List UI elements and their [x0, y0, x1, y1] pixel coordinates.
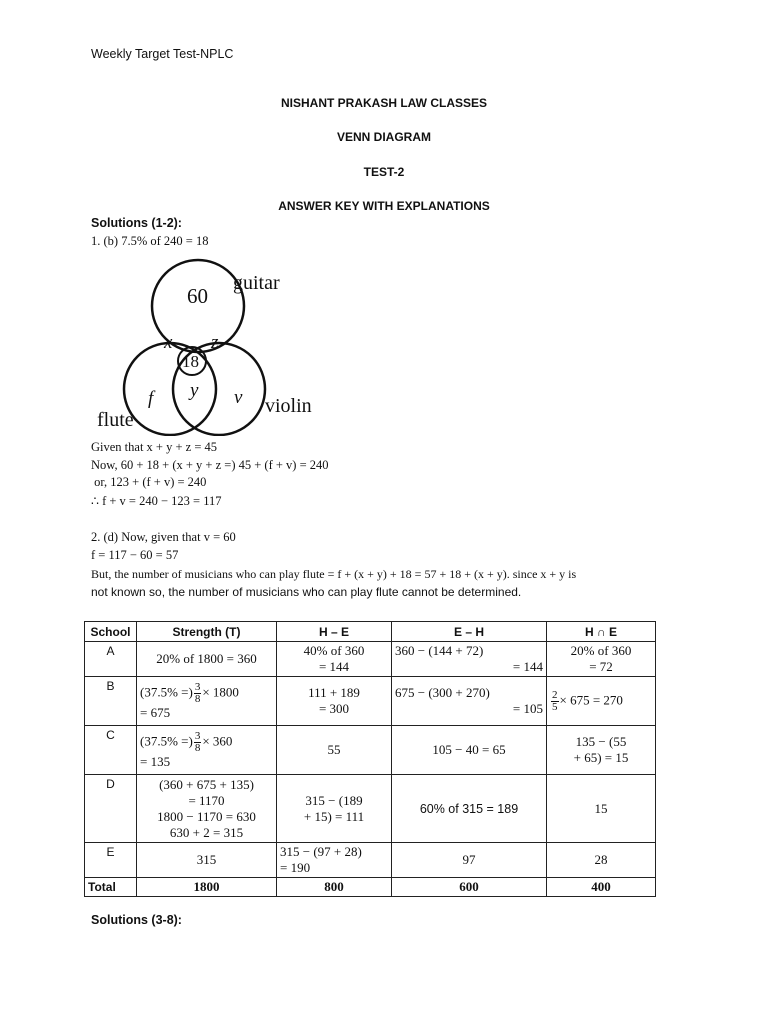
column-header: H ∩ E	[547, 622, 656, 642]
answer-key-title: ANSWER KEY WITH EXPLANATIONS	[278, 199, 490, 213]
table-row	[85, 843, 656, 878]
table-cell: 1800	[137, 878, 277, 897]
cell-text: 630 + 2 = 315	[169, 824, 244, 840]
cell-text: 111 + 189	[308, 685, 360, 700]
table-cell	[137, 775, 277, 843]
cell-text: = 72	[589, 659, 613, 674]
explanation-line: Given that x + y + z = 45	[91, 440, 217, 454]
cell-text: (360 + 675 + 135)	[159, 776, 254, 792]
explanation-line: Now, 60 + 18 + (x + y + z =) 45 + (f + v) = 240	[91, 458, 329, 472]
cell-text: + 15) = 111	[303, 808, 365, 824]
table-cell	[392, 642, 547, 677]
numerator: 3	[194, 729, 201, 742]
cell-text: 675 − (300 + 270)	[395, 685, 490, 700]
answer-q1: 1. (b) 7.5% of 240 = 18	[91, 234, 209, 248]
cell-text: 315 − (189	[305, 792, 363, 808]
table-cell: 600	[392, 878, 547, 897]
cell-text: = 135	[140, 753, 171, 769]
denominator: 8	[194, 741, 201, 754]
numerator: 3	[194, 680, 201, 693]
cell-text: × 675 = 270	[559, 691, 623, 707]
table-cell: B	[85, 677, 137, 726]
cell-text: 20% of 1800 = 360	[156, 651, 257, 666]
denominator: 8	[194, 692, 201, 705]
test-title: TEST-2	[363, 165, 405, 179]
table-cell: Total	[85, 878, 137, 897]
venn-diagram	[92, 258, 332, 436]
table-cell	[547, 677, 656, 726]
table-cell: 55	[277, 726, 392, 775]
solutions-3-8-heading: Solutions (3-8):	[91, 913, 182, 927]
explanation-line: not known so, the number of musicians who can play flute cannot be determined.	[91, 585, 522, 599]
table-cell: 800	[277, 878, 392, 897]
table-cell	[547, 642, 656, 677]
column-header: H – E	[277, 622, 392, 642]
cell-text: = 190	[280, 860, 311, 875]
table-cell: D	[85, 775, 137, 843]
cell-text: = 300	[318, 701, 350, 716]
table-cell: 105 − 40 = 65	[392, 726, 547, 775]
table-cell	[137, 726, 277, 775]
cell-text: 40% of 360	[303, 643, 365, 658]
table-cell: 60% of 315 = 189	[392, 775, 547, 843]
table-header-row	[85, 622, 656, 642]
table-cell	[277, 775, 392, 843]
cell-text: 1800 − 1170 = 630	[157, 808, 256, 824]
region-f: f	[148, 388, 154, 409]
table-cell	[277, 642, 392, 677]
violin-label: violin	[265, 395, 312, 417]
column-header: School	[85, 622, 137, 642]
cell-text: × 360	[202, 732, 233, 748]
table-cell	[547, 726, 656, 775]
flute-circle	[124, 343, 216, 435]
cell-text: 360 − (144 + 72)	[395, 643, 484, 658]
table-cell: 28	[547, 843, 656, 878]
denominator: 5	[552, 700, 558, 713]
table-total-row	[85, 878, 656, 897]
region-z: z	[211, 332, 219, 353]
table-cell: A	[85, 642, 137, 677]
table-row	[85, 677, 656, 726]
region-y: y	[190, 380, 199, 401]
cell-text: 315 − (97 + 28)	[280, 844, 362, 859]
cell-text: 20% of 360	[570, 643, 632, 658]
explanation-line: f = 117 − 60 = 57	[91, 548, 179, 562]
cell-text: (37.5% =)	[140, 732, 193, 748]
region-x: x	[164, 332, 173, 353]
cell-text: (37.5% =)	[140, 683, 193, 699]
region-v: v	[234, 387, 243, 408]
explanation-line: ∴ f + v = 240 − 123 = 117	[91, 494, 222, 508]
topic-title: VENN DIAGRAM	[336, 130, 431, 144]
cell-text: = 144	[318, 659, 350, 674]
solution-table	[84, 621, 656, 897]
cell-text: = 1170	[188, 792, 225, 808]
answer-q2: 2. (d) Now, given that v = 60	[91, 530, 236, 544]
cell-text: = 675	[140, 704, 171, 720]
cell-text: = 105	[512, 701, 543, 716]
explanation-line: or, 123 + (f + v) = 240	[91, 475, 207, 489]
fraction	[194, 731, 202, 754]
institute-title: NISHANT PRAKASH LAW CLASSES	[280, 96, 487, 110]
cell-text: = 144	[512, 659, 543, 674]
table-cell	[277, 677, 392, 726]
guitar-label: guitar	[233, 272, 280, 294]
guitar-only-value: 60	[187, 284, 208, 308]
table-cell	[137, 677, 277, 726]
cell-text: 135 − (55	[575, 734, 627, 749]
flute-label: flute	[97, 409, 134, 431]
column-header: E – H	[392, 622, 547, 642]
fraction	[194, 682, 202, 705]
table-row	[85, 726, 656, 775]
table-cell	[392, 677, 547, 726]
cell-text: × 1800	[202, 683, 239, 699]
table-cell: 400	[547, 878, 656, 897]
center-value: 18	[182, 352, 199, 371]
table-row	[85, 642, 656, 677]
fraction	[551, 690, 559, 713]
table-cell: 315	[137, 843, 277, 878]
table-cell	[137, 642, 277, 677]
column-header: Strength (T)	[137, 622, 277, 642]
table-cell: E	[85, 843, 137, 878]
solutions-1-2-heading: Solutions (1-2):	[91, 216, 182, 230]
numerator: 2	[552, 688, 558, 701]
table-cell: 97	[392, 843, 547, 878]
table-cell	[277, 843, 392, 878]
explanation-line: But, the number of musicians who can play flute = f + (x + y) + 18 = 57 + 18 + (x + y). since x + y is	[91, 567, 577, 581]
running-header: Weekly Target Test-NPLC	[91, 47, 234, 61]
table-cell: C	[85, 726, 137, 775]
table-row	[85, 775, 656, 843]
cell-text: + 65) = 15	[573, 750, 629, 765]
table-cell: 15	[547, 775, 656, 843]
